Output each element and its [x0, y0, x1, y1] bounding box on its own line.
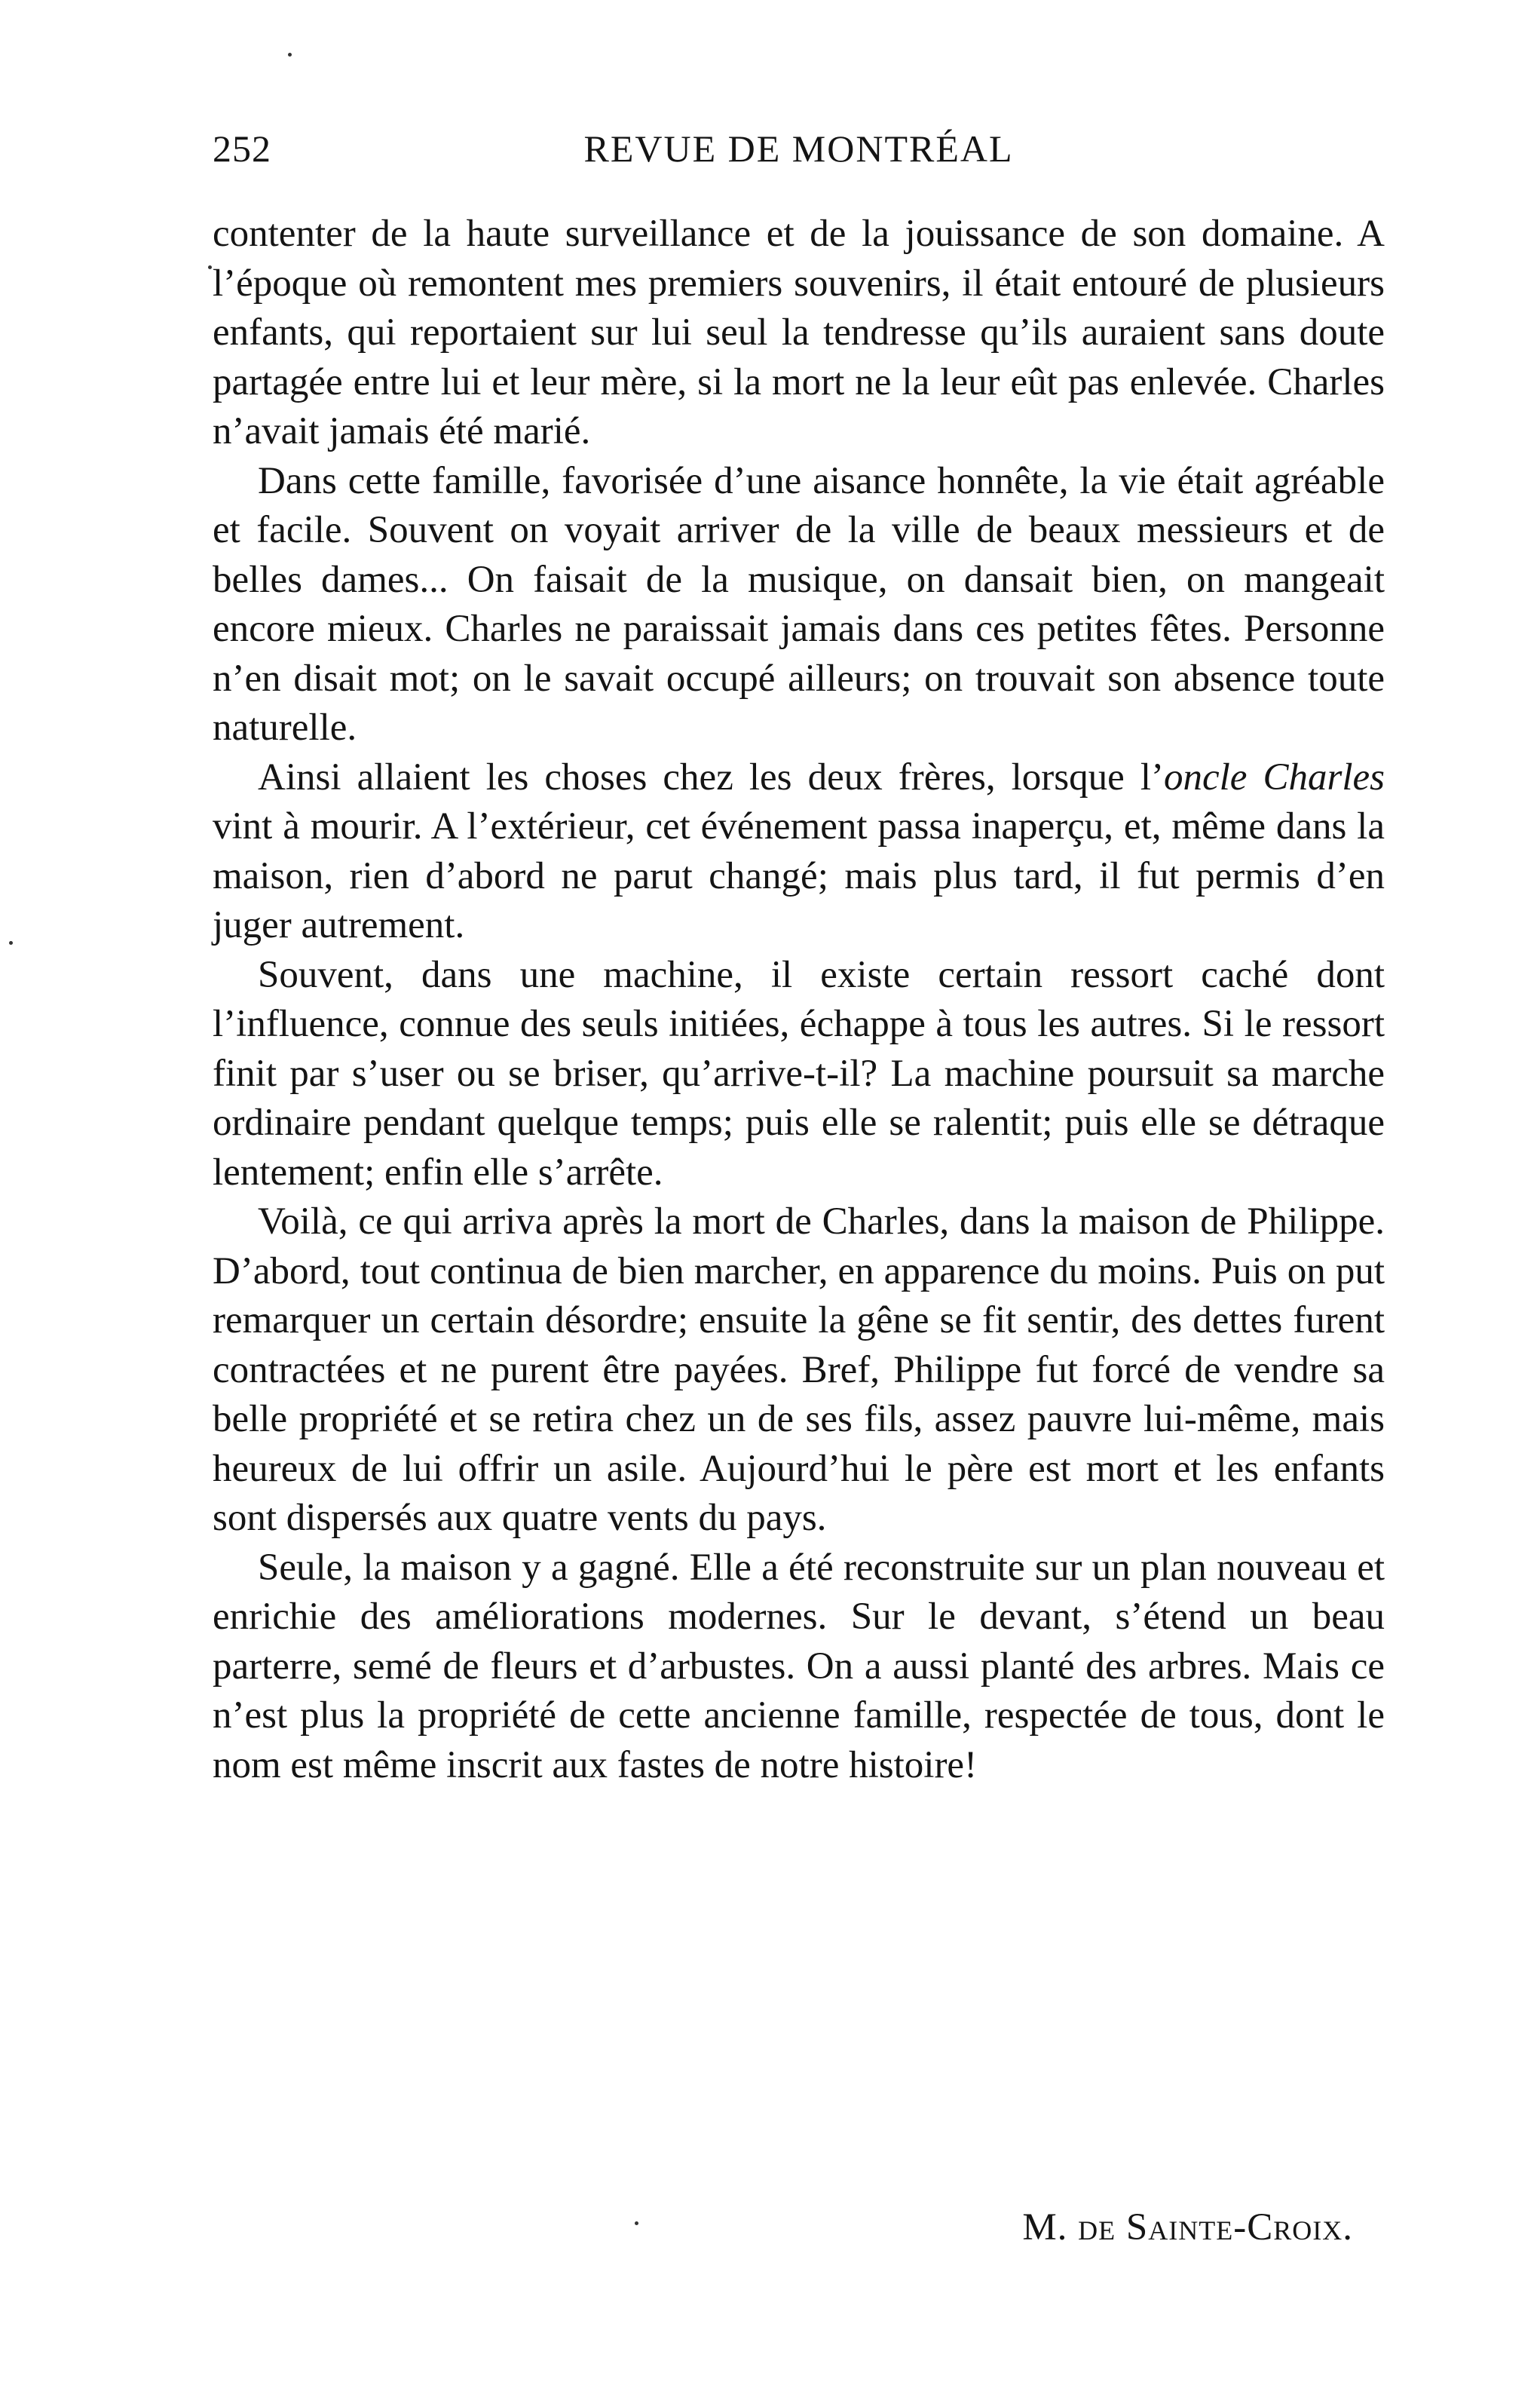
paragraph-3-text-b: vint à mourir. A l’extérieur, cet événement passa inaperçu, et, même dans la maison, rien d’abord ne parut changé; mais plus tard, il fut permis d’en juger autrement.	[213, 805, 1385, 946]
page-number: 252	[213, 127, 271, 170]
scan-speck	[288, 53, 292, 57]
scan-speck	[9, 941, 13, 945]
page-header	[213, 127, 1385, 179]
scan-speck	[635, 2221, 638, 2225]
paragraph-4: Souvent, dans une machine, il existe certain ressort caché dont l’influence, connue des seuls initiées, échappe à tous les autres. Si le ressort finit par s’user ou se briser, qu’arrive-t-il? La machine poursuit sa marche ordinaire pendant quelque temps; puis elle se ralentit; puis elle se détraque lentement; enfin elle s’arrête.	[213, 953, 1385, 1194]
article-body	[213, 210, 1385, 1790]
paragraph-6: Seule, la maison y a gagné. Elle a été reconstruite sur un plan nouveau et enrichie des améliorations modernes. Sur le devant, s’étend un beau parterre, semé de fleurs et d’arbustes. On a aussi planté des arbres. Mais ce n’est plus la propriété de cette ancienne famille, respectée de tous, dont le nom est même inscrit aux fastes de notre histoire!	[213, 1546, 1385, 1786]
paragraph-1: contenter de la haute surveillance et de la jouissance de son domaine. A l’époque où remontent mes premiers souvenirs, il était entouré de plusieurs enfants, qui reportaient sur lui seul la tendresse qu’ils auraient sans doute partagée entre lui et leur mère, si la mort ne la leur eût pas enlevée. Charles n’avait jamais été marié.	[213, 213, 1385, 452]
paragraph-2: Dans cette famille, favorisée d’une aisance honnête, la vie était agréable et facile. Souvent on voyait arriver de la ville de beaux messieurs et de belles dames... On faisait de la musique, on dansait bien, on mangeait encore mieux. Charles ne paraissait jamais dans ces petites fêtes. Personne n’en disait mot; on le savait occupé ailleurs; on trouvait son absence toute naturelle.	[213, 459, 1385, 749]
paragraph-3-text-a: Ainsi allaient les choses chez les deux frères, lorsque l’	[258, 756, 1164, 799]
running-title: REVUE DE MONTRÉAL	[583, 127, 1014, 170]
paragraph-5: Voilà, ce qui arriva après la mort de Charles, dans la maison de Philippe. D’abord, tout continua de bien marcher, en apparence du moins. Puis on put remarquer un certain désordre; ensuite la gêne se fit sentir, des dettes furent contractées et ne purent être payées. Bref, Philippe fut forcé de vendre sa belle propriété et se retira chez un de ses fils, assez pauvre lui-même, mais heureux de lui offrir un asile. Aujourd’hui le père est mort et les enfants sont dispersés aux quatre vents du pays.	[213, 1200, 1385, 1539]
author-signature: M. de Sainte-Croix.	[1022, 2206, 1353, 2249]
paragraph-3-italic: oncle Charles	[1163, 756, 1385, 799]
scan-speck	[208, 265, 212, 269]
paragraph-3	[213, 753, 1385, 951]
